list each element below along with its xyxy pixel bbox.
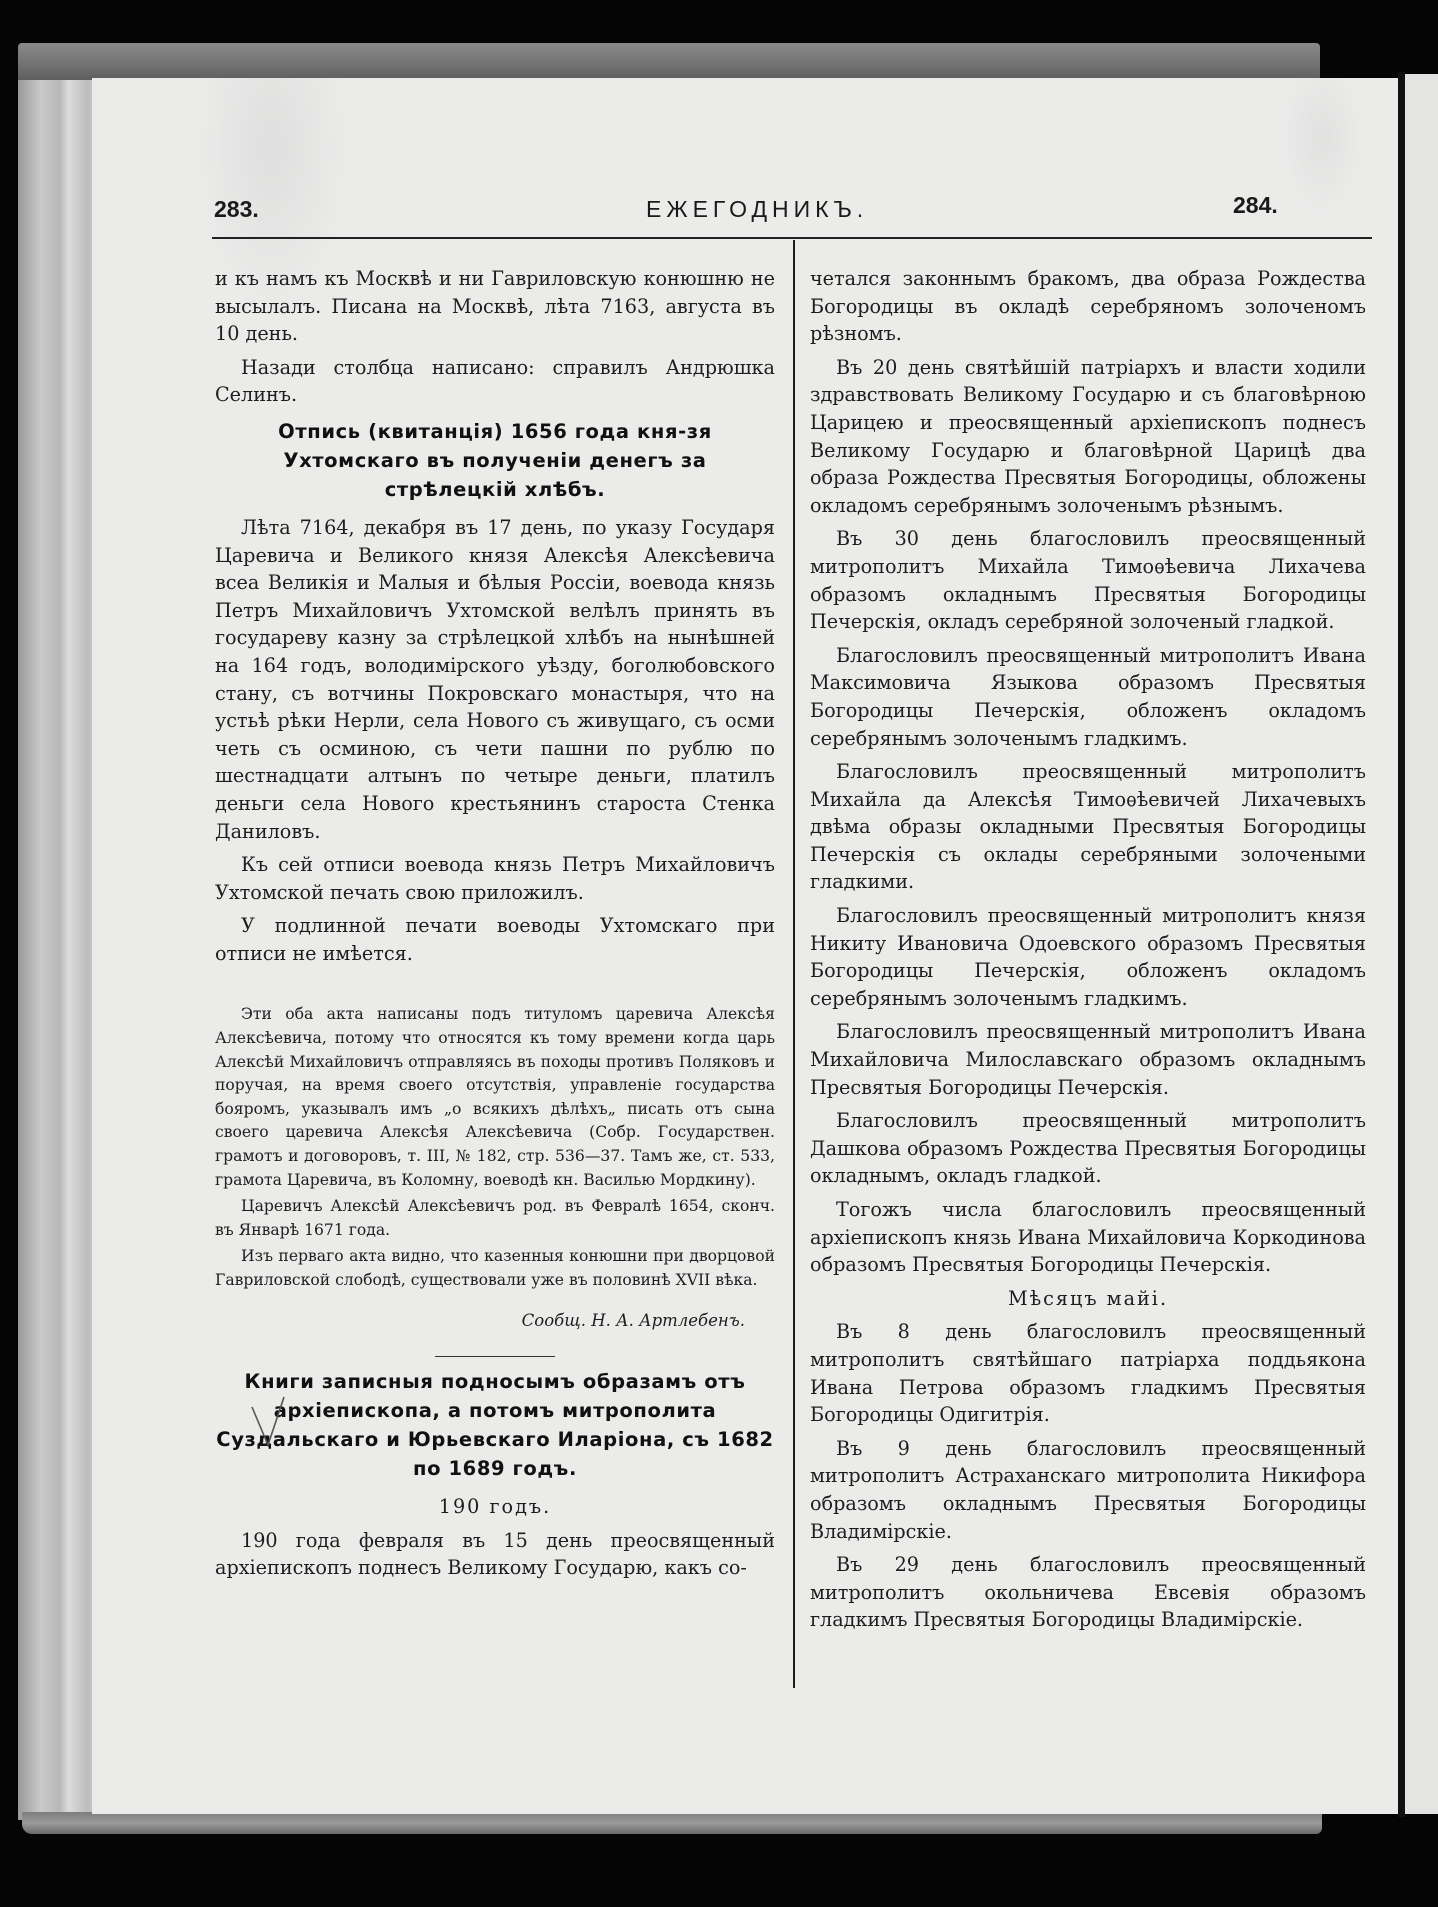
section-heading: Отпись (квитанція) 1656 года кня-зя Ухтомскаго въ полученіи денегъ за стрѣлецкій хлѣбъ. <box>278 419 712 501</box>
paragraph: Назади столбца написано: справилъ Андрюшка Селинъ. <box>215 355 775 407</box>
paragraph: четался законнымъ бракомъ, два образа Рождества Богородицы въ окладѣ серебряномъ золоченомъ рѣзномъ. <box>810 267 1366 346</box>
paragraph: Лѣта 7164, декабря въ 17 день, по указу Государя Царевича и Великого князя Алексѣя Алексѣевича всеа Великія и Малыя и бѣлыя Россіи, воевода князь Петръ Михайловичъ Ухтомской велѣлъ принять въ государеву казну за стрѣлецкой хлѣбъ на нынѣшней на 164 годъ, володимірского уѣзду, боголюбовского стану, съ вотчины Покровскаго монастыря, что на устьѣ рѣки Нерли, села Нового съ живущаго, съ осми четь съ осминою, съ чети пашни по рублю по шестнадцати алтынъ по четыре деньги, платилъ деньги села Нового крестьянинъ староста Стенка Даниловъ. <box>215 515 775 843</box>
section-separator <box>435 1356 555 1357</box>
header-rule <box>212 237 1372 239</box>
paragraph: 190 года февраля въ 15 день преосвященный архіепископъ поднесъ Великому Государю, какъ со- <box>215 1528 775 1580</box>
book-bottom-edge <box>22 1812 1322 1834</box>
left-column <box>215 265 775 1588</box>
paragraph: Благословилъ преосвященный митрополитъ князя Никиту Ивановича Одоевского образомъ Пресвятыя Богородицы Печерскія, обложенъ окладомъ серебрянымъ золоченымъ гладкимъ. <box>810 904 1366 1010</box>
signature: Сообщ. Н. А. Артлебенъ. <box>521 1310 745 1330</box>
pencil-checkmark <box>250 1395 290 1450</box>
book-top-edge <box>18 43 1320 83</box>
paragraph: Въ 9 день благословилъ преосвященный митрополитъ Астраханскаго митрополита Никифора образомъ окладнымъ Пресвятыя Богородицы Владимірскіе. <box>810 1436 1366 1543</box>
paragraph: Въ 8 день благословилъ преосвященный митрополитъ святѣйшаго патріарха поддьякона Ивана Петрова образомъ гладкимъ Пресвятыя Богородицы Одигитрія. <box>810 1320 1366 1427</box>
paragraph: Благословилъ преосвященный митрополитъ Ивана Максимовича Языкова образомъ Пресвятыя Богородицы Печерскія, обложенъ окладомъ серебрянымъ золоченымъ гладкимъ. <box>810 643 1366 750</box>
page-number-left: 283. <box>214 196 259 222</box>
paragraph: Тогожъ числа благословилъ преосвященный архіепископъ князь Ивана Михайловича Коркодинова образомъ Пресвятыя Богородицы Печерскія. <box>810 1198 1366 1277</box>
section-heading: Книги записныя подносымъ образамъ отъ архіепископа, а потомъ митрополита Суздальскаго и Юрьевскаго Иларіона, съ 1682 по 1689 годъ. <box>216 1370 774 1481</box>
paragraph: Благословилъ преосвященный митрополитъ Ивана Михайловича Милославскаго образомъ окладнымъ Пресвятыя Богородицы Печерскія. <box>810 1020 1366 1099</box>
year-subheading: 190 годъ. <box>438 1495 552 1519</box>
running-title: ЕЖЕГОДНИКЪ. <box>646 196 869 222</box>
note-paragraph: Эти оба акта написаны подъ титуломъ царевича Алексѣя Алексѣевича, потому что относятся къ тому времени когда царь Алексѣй Михайловичъ отправляясь въ походы противъ Поляковъ и поручая, на время своего отсутствія, управленіе государства бояромъ, указывалъ имъ „о всякихъ дѣлѣхъ„ писать отъ сына своего царевича Алексѣя Алексѣевича (Собр. Государствен. грамотъ и договоровъ, т. III, № 182, стр. 536—37. Тамъ же, ст. 533, грамота Царевича, въ Коломну, воеводѣ кн. Василью Мордкину). <box>215 1005 775 1189</box>
editorial-note <box>215 1003 775 1334</box>
note-paragraph: Царевичъ Алексѣй Алексѣевичъ род. въ Февралѣ 1654, сконч. въ Январѣ 1671 года. <box>215 1197 775 1239</box>
column-divider <box>793 240 795 1688</box>
paragraph: Въ 29 день благословилъ преосвященный митрополитъ окольничева Евсевія образомъ гладкимъ Пресвятыя Богородицы Владимірскіе. <box>810 1553 1366 1632</box>
paragraph: Благословилъ преосвященный митрополитъ Михайла да Алексѣя Тимоѳѣевичей Лихачевыхъ двѣма образы окладными Пресвятыя Богородицы Печерскія съ оклады серебряными золочеными гладкими. <box>810 760 1366 894</box>
paragraph: Къ сей отписи воевода князь Петръ Михайловичъ Ухтомской печать свою приложилъ. <box>215 853 775 904</box>
page-number-right: 284. <box>1233 192 1278 218</box>
paragraph: У подлинной печати воеводы Ухтомскаго при отписи не имѣется. <box>215 914 775 965</box>
note-paragraph: Изъ перваго акта видно, что казенныя конюшни при дворцовой Гавриловской слободѣ, существовали уже въ половинѣ XVII вѣка. <box>215 1247 775 1289</box>
paragraph: Въ 30 день благословилъ преосвященный митрополитъ Михайла Тимоѳѣевича Лихачева образомъ окладнымъ Пресвятыя Богородицы Печерскія, окладъ серебряной золоченый гладкой. <box>810 527 1366 634</box>
page-gutter <box>1398 72 1405 1817</box>
next-page-sliver <box>1405 74 1438 1814</box>
month-subheading: Мѣсяцъ майі. <box>1007 1286 1169 1310</box>
paragraph: Благословилъ преосвященный митрополитъ Дашкова образомъ Рождества Пресвятыя Богородицы окладнымъ, окладъ гладкой. <box>810 1109 1366 1188</box>
paragraph: и къ намъ къ Москвѣ и ни Гавриловскую конюшню не высылалъ. Писана на Москвѣ, лѣта 7163, августа въ 10 день. <box>215 267 775 346</box>
paragraph: Въ 20 день святѣйшій патріархъ и власти ходили здравствовать Великому Государю и съ благовѣрною Царицею и преосвященный архіепископъ поднесъ Великому Государю и благовѣрной Царицѣ два образа Рождества Пресвятыя Богородицы, обложены окладомъ серебрянымъ золоченымъ рѣзнымъ. <box>810 355 1366 517</box>
running-header <box>0 190 1438 230</box>
right-column <box>810 265 1366 1640</box>
